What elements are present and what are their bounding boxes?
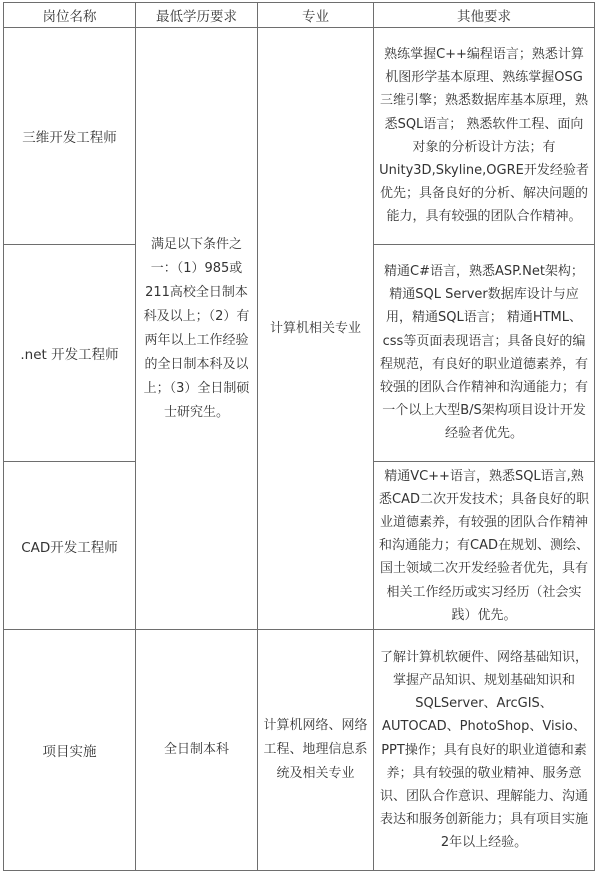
job-requirements-table xyxy=(3,2,595,871)
major-cell-shared: 计算机相关专业 xyxy=(258,28,374,630)
table-row xyxy=(4,28,595,245)
header-education: 最低学历要求 xyxy=(136,3,258,28)
position-cell: CAD开发工程师 xyxy=(4,462,136,630)
header-position: 岗位名称 xyxy=(4,3,136,28)
table-row xyxy=(4,630,595,871)
position-cell: 项目实施 xyxy=(4,630,136,871)
position-cell: 三维开发工程师 xyxy=(4,28,136,245)
education-cell-shared: 满足以下条件之一：（1）985或211高校全日制本科及以上；（2）有两年以上工作经验的全日制本科及以上；（3）全日制硕士研究生。 xyxy=(136,28,258,630)
other-requirements-cell: 精通C#语言，熟悉ASP.Net架构；精通SQL Server数据库设计与应用，精通SQL语言； 精通HTML、css等页面表现语言；具备良好的编程规范，有良好的职业道德素养，有较强的团队合作精神和沟通能力；有一个以上大型B/S架构项目设计开发经验者优先。 xyxy=(374,244,595,462)
other-requirements-cell: 熟练掌握C++编程语言；熟悉计算机图形学基本原理、熟练掌握OSG三维引擎；熟悉数据库基本原理，熟悉SQL语言； 熟悉软件工程、面向对象的分析设计方法；有Unity3D,Skyline,OGRE开发经验者优先；具备良好的分析、解决问题的能力，具有较强的团队合作精神。 xyxy=(374,28,595,245)
position-cell: .net 开发工程师 xyxy=(4,244,136,462)
header-other: 其他要求 xyxy=(374,3,595,28)
header-major: 专业 xyxy=(258,3,374,28)
header-row xyxy=(4,3,595,28)
education-cell: 全日制本科 xyxy=(136,630,258,871)
other-requirements-cell: 精通VC++语言，熟悉SQL语言,熟悉CAD二次开发技术；具备良好的职业道德素养，有较强的团队合作精神和沟通能力；有CAD在规划、测绘、国土领域二次开发经验者优先，具有相关工作经历或实习经历（社会实践）优先。 xyxy=(374,462,595,630)
other-requirements-cell: 了解计算机软硬件、网络基础知识，掌握产品知识、规划基础知识和SQLServer、ArcGIS、AUTOCAD、PhotoShop、Visio、PPT操作；具有良好的职业道德和素养；具有较强的敬业精神、服务意识、团队合作意识、理解能力、沟通表达和服务创新能力；具有项目实施2年以上经验。 xyxy=(374,630,595,871)
major-cell: 计算机网络、网络工程、地理信息系统及相关专业 xyxy=(258,630,374,871)
